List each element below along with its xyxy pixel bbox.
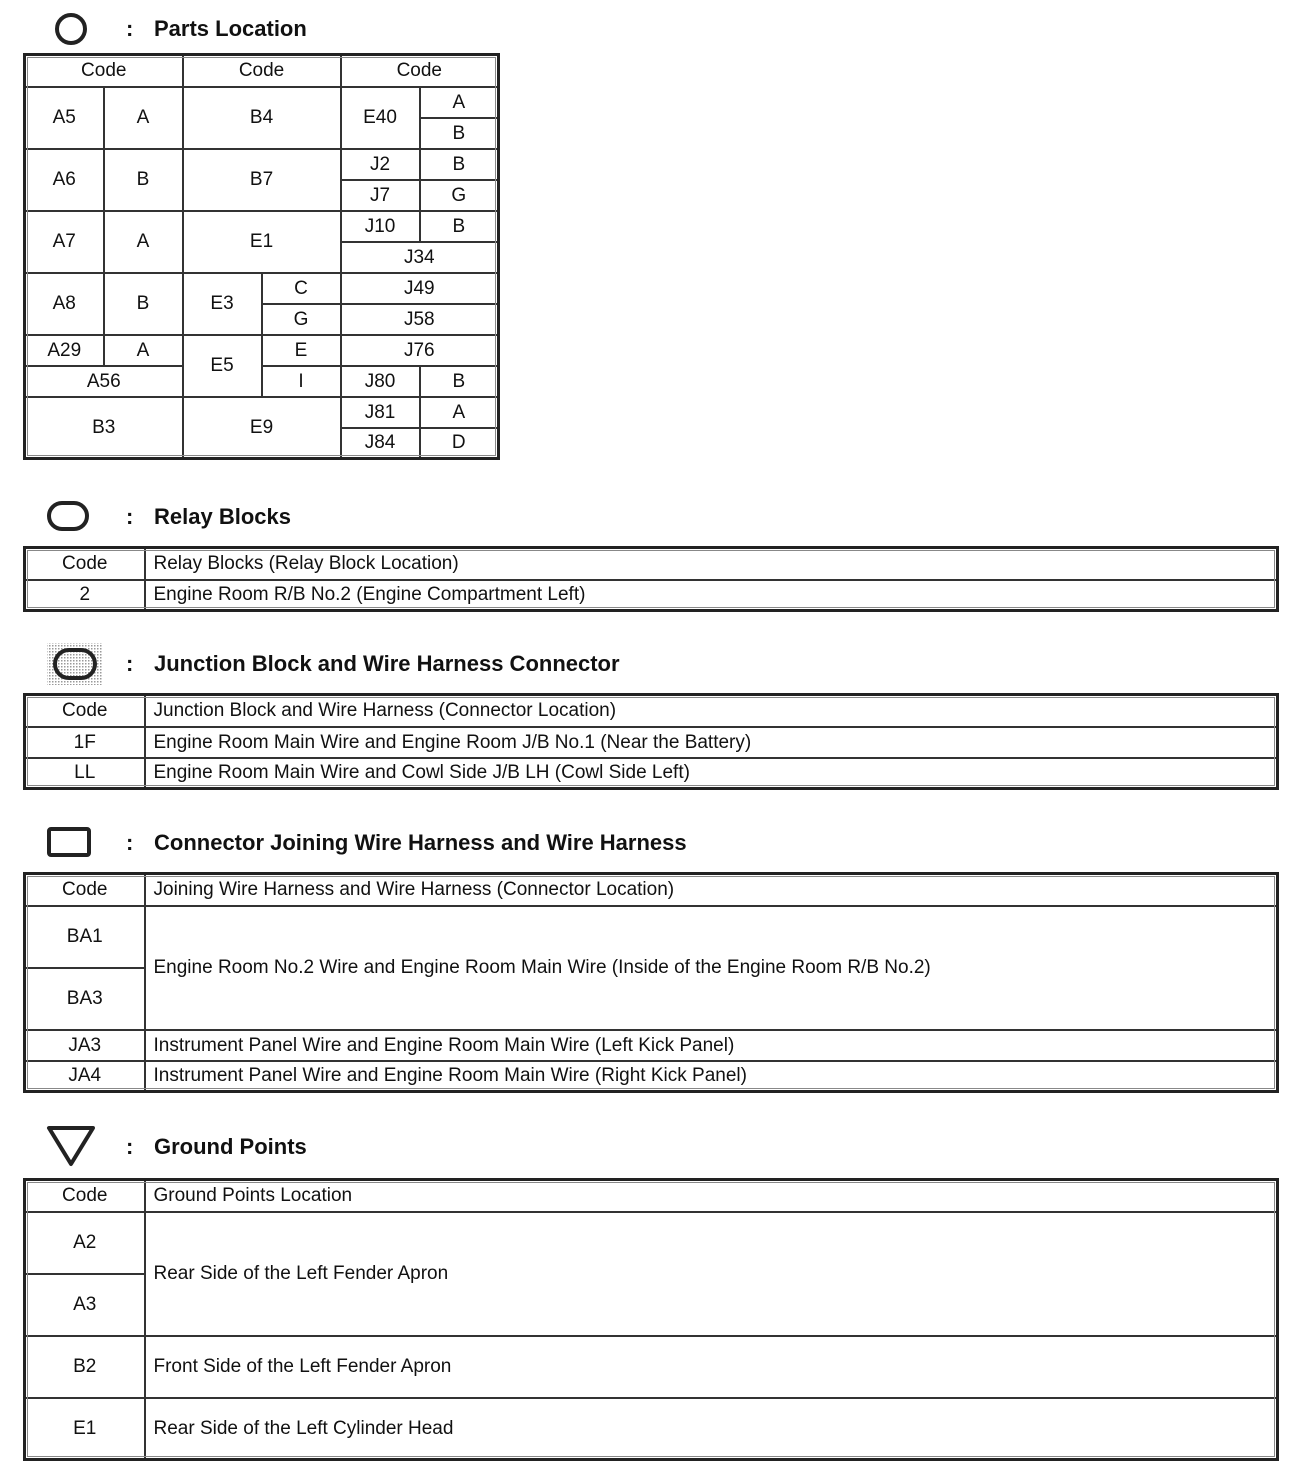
relay-desc-header: Relay Blocks (Relay Block Location) [145, 548, 1278, 580]
junction-block-title: Junction Block and Wire Harness Connector [154, 651, 620, 676]
part-code: A8 [25, 273, 104, 335]
part-code: A5 [25, 87, 104, 149]
ground-desc-header: Ground Points Location [145, 1180, 1278, 1212]
part-code: B4 [183, 87, 341, 149]
connector-code: BA3 [25, 968, 145, 1030]
part-code: J80 [341, 366, 420, 397]
part-code: J49 [341, 273, 499, 304]
ground-colon: : [126, 1134, 134, 1159]
part-location: A [420, 87, 499, 118]
junction-block-heading [0, 642, 1312, 682]
part-location: B [104, 273, 183, 335]
table-row [25, 727, 1278, 758]
parts-colon: : [126, 16, 134, 41]
part-code: B7 [183, 149, 341, 211]
junction-code: 1F [25, 727, 145, 758]
circle-symbol-icon [54, 12, 88, 46]
part-code: J34 [341, 242, 499, 273]
part-location: A [420, 397, 499, 428]
relay-code: 2 [25, 580, 145, 611]
part-location: B [420, 149, 499, 180]
relay-code-header: Code [25, 548, 145, 580]
table-row [25, 758, 1278, 789]
table-row [25, 1212, 1278, 1274]
part-location: C [262, 273, 341, 304]
ground-code: A2 [25, 1212, 145, 1274]
ground-description: Rear Side of the Left Cylinder Head [145, 1398, 1278, 1460]
connector-code: BA1 [25, 906, 145, 968]
part-code: E5 [183, 335, 262, 397]
parts-location-title: Parts Location [154, 16, 307, 41]
table-row [25, 580, 1278, 611]
ground-points-table [23, 1178, 1279, 1461]
ground-code: A3 [25, 1274, 145, 1336]
connector-joining-title: Connector Joining Wire Harness and Wire Harness [154, 830, 687, 855]
part-location: D [420, 428, 499, 459]
part-code: J81 [341, 397, 420, 428]
ground-description: Front Side of the Left Fender Apron [145, 1336, 1278, 1398]
part-code: J84 [341, 428, 420, 459]
table-row [25, 906, 1278, 968]
table-row [25, 1030, 1278, 1061]
connector-description: Engine Room No.2 Wire and Engine Room Main Wire (Inside of the Engine Room R/B No.2) [145, 906, 1278, 1030]
junction-code: LL [25, 758, 145, 789]
part-code: J58 [341, 304, 499, 335]
part-location: G [262, 304, 341, 335]
part-code: A56 [25, 366, 183, 397]
part-location: G [420, 180, 499, 211]
part-code: A7 [25, 211, 104, 273]
part-code: E40 [341, 87, 420, 149]
table-row [25, 1336, 1278, 1398]
part-code: E9 [183, 397, 341, 459]
relay-description: Engine Room R/B No.2 (Engine Compartment Left) [145, 580, 1278, 611]
shaded-rounded-rect-symbol-icon [46, 642, 104, 686]
part-code: J10 [341, 211, 420, 242]
connector-joining-heading [0, 822, 1312, 862]
connector-desc-header: Joining Wire Harness and Wire Harness (Connector Location) [145, 874, 1278, 906]
part-location: A [104, 87, 183, 149]
part-location: B [420, 118, 499, 149]
ground-points-title: Ground Points [154, 1134, 307, 1159]
connector-description: Instrument Panel Wire and Engine Room Main Wire (Left Kick Panel) [145, 1030, 1278, 1061]
ground-code: E1 [25, 1398, 145, 1460]
connector-code-header: Code [25, 874, 145, 906]
part-code: A29 [25, 335, 104, 366]
triangle-symbol-icon [46, 1124, 96, 1168]
connector-colon: : [126, 830, 134, 855]
junction-block-table [23, 693, 1279, 790]
part-location: A [104, 335, 183, 366]
junction-description: Engine Room Main Wire and Cowl Side J/B LH (Cowl Side Left) [145, 758, 1278, 789]
part-location: B [104, 149, 183, 211]
table-row [25, 1398, 1278, 1460]
relay-blocks-table [23, 546, 1279, 612]
part-code: E3 [183, 273, 262, 335]
ground-points-heading [0, 1124, 1312, 1164]
table-row [25, 1061, 1278, 1092]
connector-joining-table [23, 872, 1279, 1093]
junction-desc-header: Junction Block and Wire Harness (Connector Location) [145, 695, 1278, 727]
part-code: J76 [341, 335, 499, 366]
part-code: J7 [341, 180, 420, 211]
junction-description: Engine Room Main Wire and Engine Room J/B No.1 (Near the Battery) [145, 727, 1278, 758]
part-code: A6 [25, 149, 104, 211]
part-code: J2 [341, 149, 420, 180]
part-location: E [262, 335, 341, 366]
part-location: A [104, 211, 183, 273]
parts-code-header-3: Code [341, 55, 499, 87]
part-location: I [262, 366, 341, 397]
parts-code-header-2: Code [183, 55, 341, 87]
relay-blocks-heading [0, 496, 1312, 536]
parts-location-table [23, 53, 500, 460]
part-location: B [420, 366, 499, 397]
relay-colon: : [126, 504, 134, 529]
rectangle-symbol-icon [46, 826, 92, 858]
connector-description: Instrument Panel Wire and Engine Room Main Wire (Right Kick Panel) [145, 1061, 1278, 1092]
parts-location-heading [0, 10, 1312, 50]
connector-code: JA4 [25, 1061, 145, 1092]
connector-code: JA3 [25, 1030, 145, 1061]
junction-colon: : [126, 651, 134, 676]
rounded-rect-symbol-icon [46, 500, 90, 532]
parts-code-header-1: Code [25, 55, 183, 87]
ground-code: B2 [25, 1336, 145, 1398]
junction-code-header: Code [25, 695, 145, 727]
part-code: B3 [25, 397, 183, 459]
part-location: B [420, 211, 499, 242]
relay-blocks-title: Relay Blocks [154, 504, 291, 529]
ground-description: Rear Side of the Left Fender Apron [145, 1212, 1278, 1336]
ground-code-header: Code [25, 1180, 145, 1212]
part-code: E1 [183, 211, 341, 273]
